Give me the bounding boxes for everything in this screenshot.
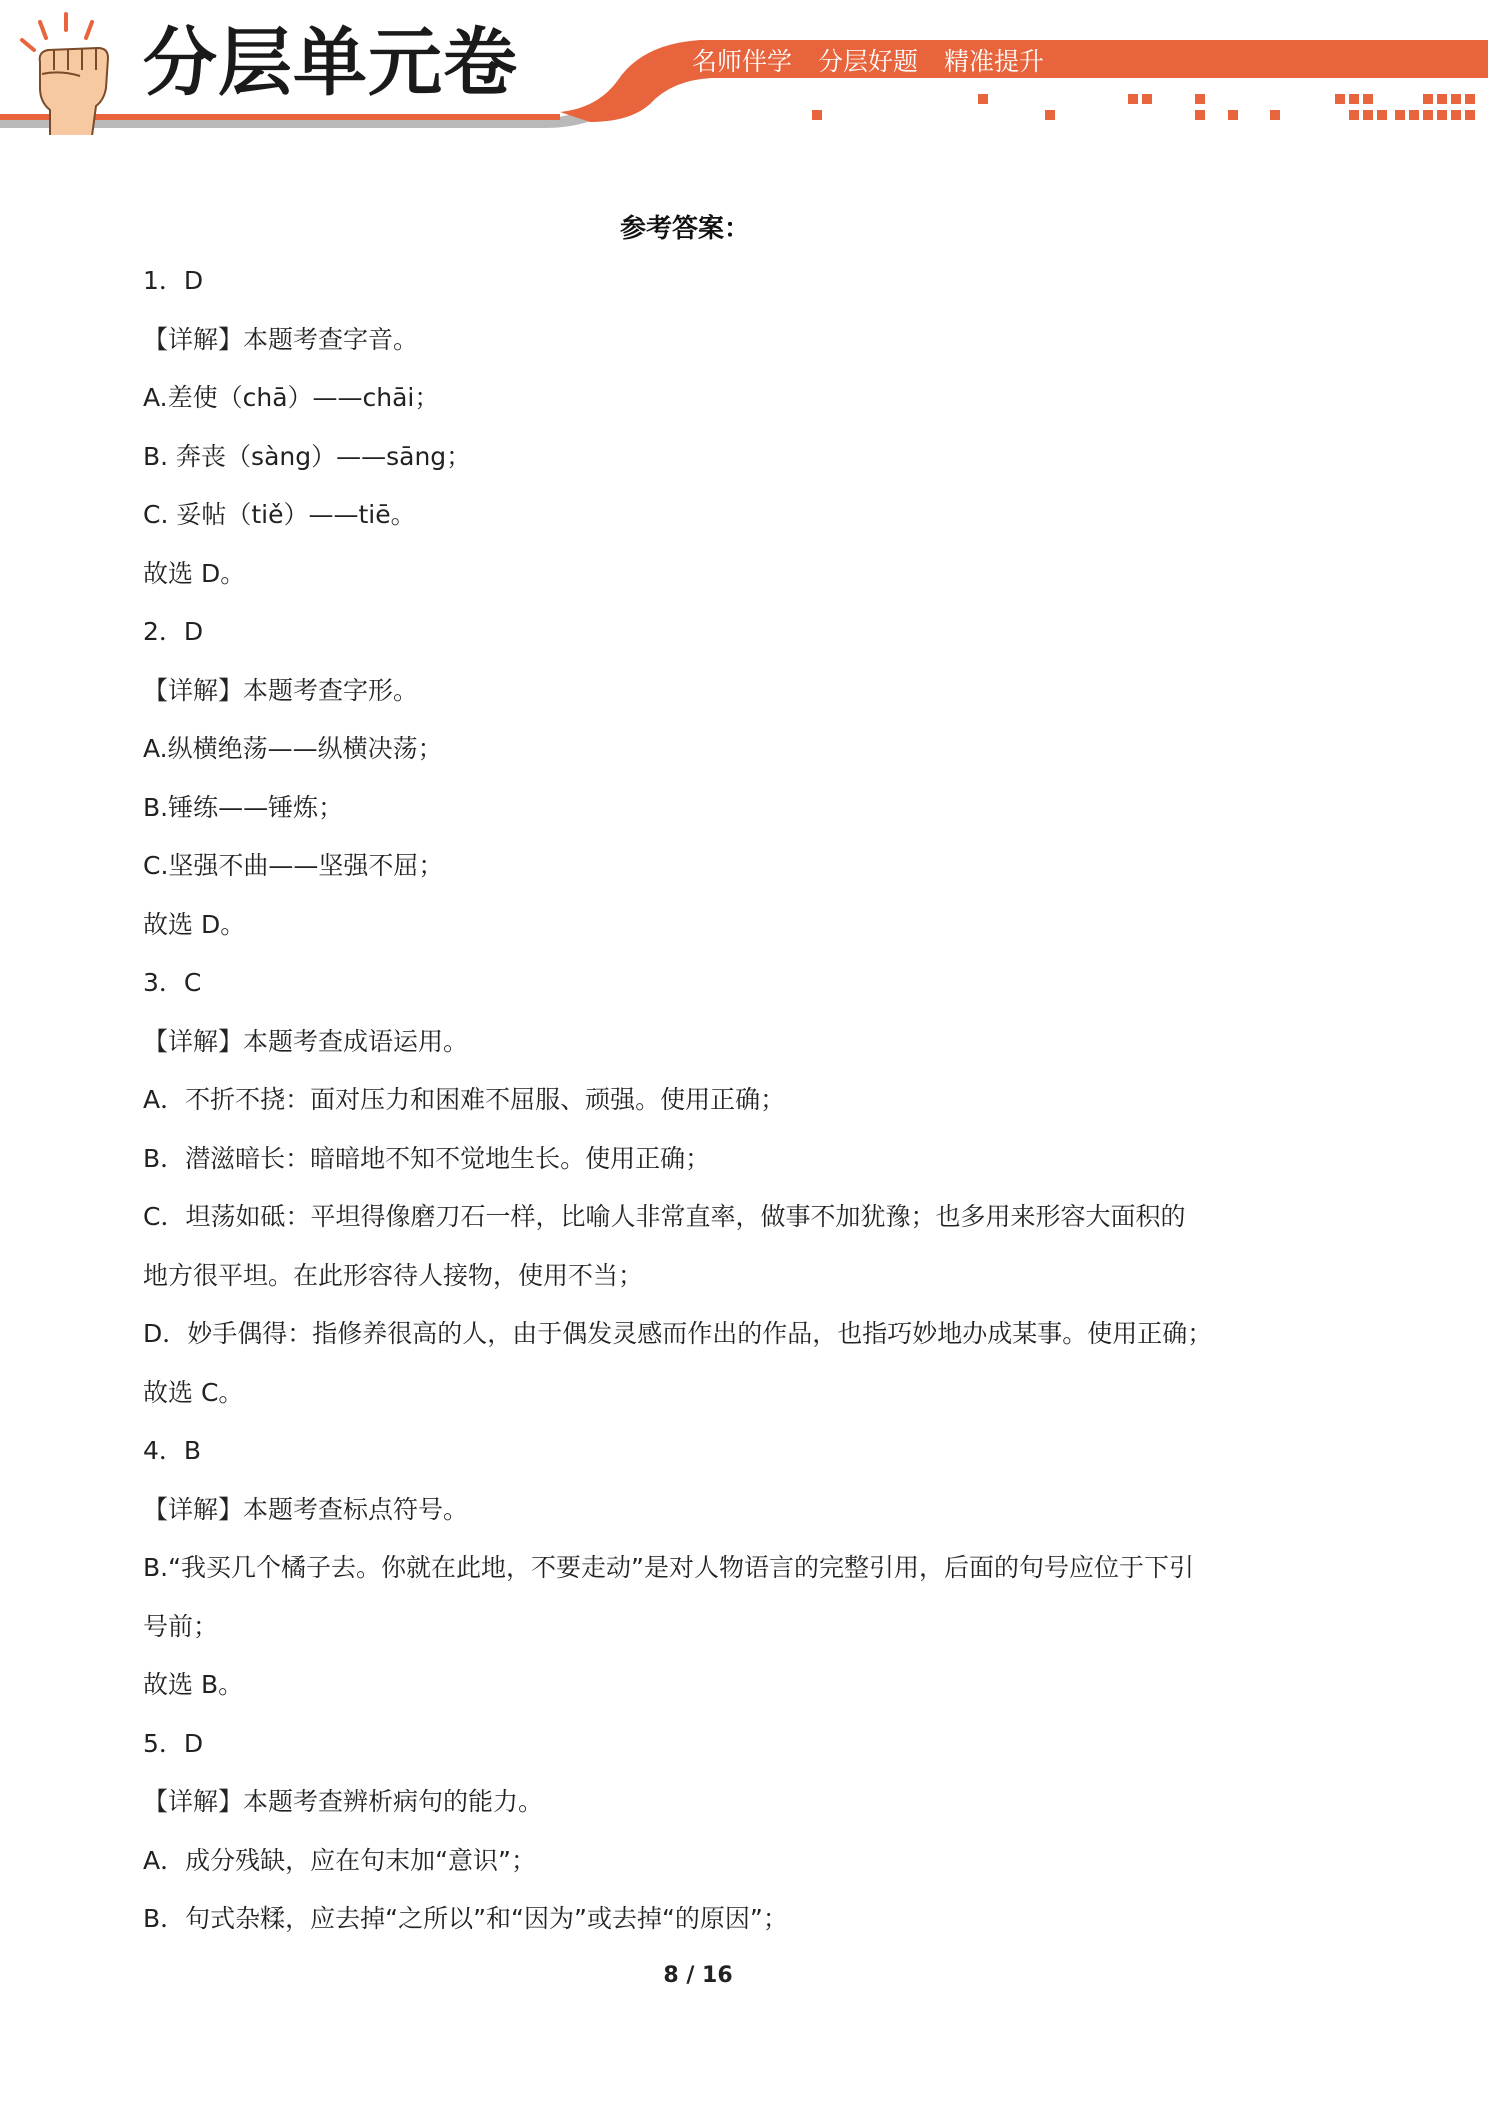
answer-line: B．潜滋暗长：暗暗地不知不觉地生长。使用正确； <box>143 1143 711 1173</box>
answer-line: 故选 D。 <box>143 909 246 939</box>
answer-line: A．成分残缺，应在句末加“意识”； <box>143 1845 537 1875</box>
answer-line: 【详解】本题考查成语运用。 <box>143 1026 469 1056</box>
brand-title: 分层单元卷 <box>143 20 518 106</box>
header-tagline <box>692 42 1112 78</box>
answer-line: B. 奔丧（sàng）——sāng； <box>143 441 472 471</box>
tagline-item: 精准提升 <box>944 47 1045 76</box>
answer-line: C．坦荡如砥：平坦得像磨刀石一样，比喻人非常直率，做事不加犹豫；也多用来形容大面积的 <box>143 1202 1186 1231</box>
answer-line: A.纵横绝荡——纵横决荡； <box>143 734 443 763</box>
answer-line: 故选 C。 <box>143 1377 244 1407</box>
answer-line: 3．C <box>143 968 202 997</box>
answer-line: B．句式杂糅，应去掉“之所以”和“因为”或去掉“的原因”； <box>143 1904 788 1933</box>
tagline-item: 名师伴学 <box>692 47 793 76</box>
page-number: 8 / 16 <box>663 1963 733 1988</box>
answer-line: 【详解】本题考查辨析病句的能力。 <box>143 1787 544 1816</box>
answer-line: 1．D <box>143 266 204 295</box>
answer-line: 4．B <box>143 1436 202 1465</box>
answer-line: 故选 D。 <box>143 558 246 588</box>
page-header <box>0 0 1488 135</box>
answer-line: 故选 B。 <box>143 1670 244 1699</box>
answer-line: 【详解】本题考查字音。 <box>143 324 419 354</box>
answer-line: 【详解】本题考查字形。 <box>143 675 419 705</box>
answers-title: 参考答案： <box>619 214 750 244</box>
decorative-squares <box>812 94 1475 120</box>
answer-line: C. 妥帖（tiě）——tiē。 <box>143 500 416 529</box>
answer-line: 号前； <box>143 1611 219 1641</box>
answer-line: 5．D <box>143 1728 204 1758</box>
answer-line: B.锤练——锤炼； <box>143 792 344 822</box>
answer-line: A．不折不挠：面对压力和困难不屈服、顽强。使用正确； <box>143 1085 786 1114</box>
answer-line: D．妙手偶得：指修养很高的人，由于偶发灵感而作出的作品，也指巧妙地办成某事。使用正确； <box>143 1319 1213 1348</box>
answer-line: 【详解】本题考查标点符号。 <box>143 1494 469 1524</box>
tagline-item: 分层好题 <box>818 47 919 76</box>
answer-line: C.坚强不曲——坚强不屈； <box>143 851 444 880</box>
answer-line: 地方很平坦。在此形容待人接物，使用不当； <box>143 1260 644 1290</box>
answer-line: 2．D <box>143 617 204 646</box>
answer-content <box>143 252 1243 1949</box>
answer-line: B.“我买几个橘子去。你就在此地，不要走动”是对人物语言的完整引用，后面的句号应位于下引 <box>143 1553 1195 1582</box>
answer-line: A.差使（chā）——chāi； <box>143 383 440 412</box>
